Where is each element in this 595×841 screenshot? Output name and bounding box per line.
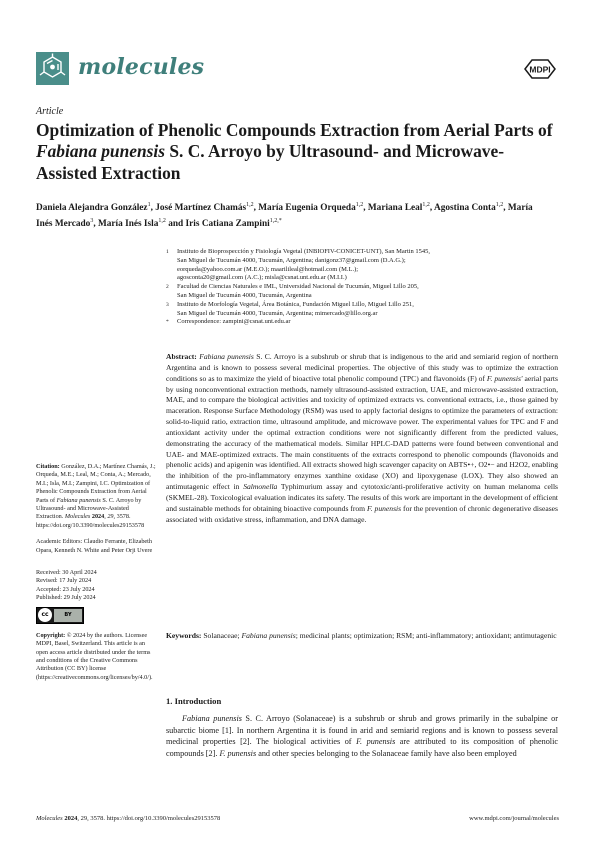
author-list [36, 199, 546, 231]
journal-name[interactable]: molecules [78, 54, 205, 80]
author-separator: , [363, 203, 368, 214]
affiliation-line: San Miguel de Tucumán 4000, Tucumán, Argentina; mimercado@lillo.org.ar [177, 309, 378, 317]
author-affiliation-marker: 1,2,* [269, 218, 282, 225]
author-name[interactable]: María Inés Isla [97, 219, 159, 230]
author-name[interactable]: Agostina Conta [434, 203, 496, 214]
affiliation-number: 2 [166, 284, 169, 291]
affiliation-line: San Miguel de Tucumán 4000, Tucumán, Argentina [177, 291, 312, 299]
citation: Citation: González, D.A.; Martínez Chamás, J.; Orqueda, M.E.; Leal, M.; Conta, A.; Mercado, M.I.; Isla, M.I.; Zampini, I.C. Optimization of Phenolic Compounds Extraction from Aerial Parts of Fabiana punensis S. C. Arroyo by Ultrasound- and Microwave-Assisted Extraction. Molecules 2024, 29, 3578. https://doi.org/10.3390/molecules29153578 [36, 463, 156, 529]
article-type: Article [36, 106, 64, 117]
author-affiliation-marker: 1,2 [246, 202, 254, 208]
copyright: Copyright: © 2024 by the authors. Licensee MDPI, Basel, Switzerland. This article is an open access article distributed under the terms and conditions of the Creative Commons Attribution (CC BY) license (https://creativecommons.org/licenses/by/4.0/). [36, 631, 153, 681]
section-heading-introduction: 1. Introduction [166, 696, 222, 706]
author-name[interactable]: Mariana Leal [367, 203, 423, 214]
published-date: Published: 29 July 2024 [36, 594, 96, 602]
cc-icon: cc [38, 608, 52, 622]
accepted-date: Accepted: 23 July 2024 [36, 585, 95, 593]
by-icon: BY [54, 609, 82, 622]
author-affiliation-marker: 3 [90, 218, 94, 225]
affiliation-number: 1 [166, 249, 169, 255]
affiliation-line: Facultad de Ciencias Naturales e IML, Universidad Nacional de Tucumán, Miguel Lillo 205, [177, 283, 419, 291]
affiliation-number: * [166, 319, 169, 326]
footer-citation: Molecules 2024, 29, 3578. https://doi.org/10.3390/molecules29153578 [36, 815, 221, 822]
revised-date: Revised: 17 July 2024 [36, 577, 92, 585]
author-name[interactable]: Daniela Alejandra González [36, 203, 148, 214]
abstract: Abstract: Fabiana punensis S. C. Arroyo is a subshrub or shrub that is indigenous to the arid and semiarid region of northern Argentina and is known to possess several medicinal properties. The objective of this study was to optimize the extraction conditions so as to maximize the yield of bioactive total phenolic compound (TPC) and flavonoids (F) of F. punensis' aerial parts by using nonconventional extraction methods, namely ultrasound-assisted extraction, UAE, and microwave-assisted extraction, MAE, and to compare the biological activities and toxicity of optimized extracts vs. conventional extracts, i.e., those gained by maceration. Response Surface Methodology (RSM) was used to apply factorial designs to optimize the parameters of extraction: solid-to-liquid ratio, extraction time, ultrasound amplitude, and microwave power. The experimental values for TPC and F and antioxidant activity under the optimal extraction conditions were not significantly different from the predicted values, demonstrating the accuracy of the mathematical models. Similar HPLC-DAD patterns were found between conventional and UAE- and MAE-optimized extracts. The main constituents of the extracts correspond to phenolic compounds (flavonoids and phenolic acids) and apigenin was identified. All extracts showed high scavenger capacity on ABTS•+, O2•− and H2O2, enabling the inhibition of the pro-inflammatory enzymes xanthine oxidase (XO) and lipoxygenase (LOX). They also showed an antimutagenic effect in Salmonella Typhimurium assay and cytotoxic/anti-proliferative activity on human melanoma cells (SKMEL-28). Toxicological evaluation indicates its safety. The results of this work are important in the development of efficient and sustainable methods for obtaining bioactive compounds from F. punensis for the prevention of chronic degenerative diseases associated with oxidative stress, inflammation, and DNA damage. [166, 352, 559, 524]
author-affiliation-marker: 1,2 [158, 218, 166, 225]
affiliation-number: 3 [166, 301, 169, 308]
author-separator: , [429, 203, 435, 214]
affiliation-line: San Miguel de Tucumán 4000, Tucumán, Argentina; danigonz37@gmail.com (D.A.G.); [177, 256, 406, 264]
author-affiliation-marker: 1 [147, 202, 151, 208]
author-affiliation-marker: 1,2 [495, 202, 504, 208]
received-date: Received: 30 April 2024 [36, 569, 97, 577]
author-separator: , [150, 203, 156, 214]
keywords: Keywords: Solanaceae; Fabiana punensis; medicinal plants; optimization; RSM; anti-inflammatory; antioxidant; antimutagenic [166, 631, 557, 640]
author-separator: , [253, 203, 259, 214]
affiliation-item [166, 248, 558, 283]
author-name[interactable]: José Martínez Chamás [155, 203, 247, 214]
affiliation-item [166, 283, 558, 301]
affiliation-line: Instituto de Bioprospección y Fisiología Vegetal (INBIOFIV-CONICET-UNT), San Martin 1545, [177, 248, 431, 255]
academic-editors: Academic Editors: Claudio Ferrante, Elizabeth Opara, Kenneth N. White and Peter Orji Uvere [36, 538, 153, 554]
mdpi-logo-icon[interactable] [521, 58, 559, 80]
author-affiliation-marker: 1,2 [422, 202, 430, 208]
author-name[interactable]: María Eugenia Orqueda [258, 203, 356, 214]
affiliation-item [166, 301, 558, 319]
publication-dates [36, 569, 156, 603]
affiliation-item [166, 318, 558, 327]
author-separator: , [93, 219, 98, 230]
journal-header [36, 52, 559, 86]
introduction-paragraph: Fabiana punensis S. C. Arroyo (Solanaceae) is a subshrub or shrub and grows primarily in the subalpine or subarctic biome [1]. In northern Argentina it is found in arid and semiarid regions and is known to possess several medicinal properties [2]. The biological activities of F. punensis are attributed to its composition of phenolic compounds [2]. F. punensis and other species belonging to the Solanaceae family have also been employed [166, 714, 559, 758]
sidebar [36, 463, 156, 690]
author-separator: , [503, 203, 508, 214]
author-name[interactable]: María Inés Mercado [36, 203, 533, 230]
author-separator: and [165, 219, 186, 230]
cc-license-badge[interactable] [36, 607, 84, 624]
author-affiliation-marker: 1,2 [355, 202, 364, 208]
author-name[interactable]: Iris Catiana Zampini [185, 219, 270, 230]
molecules-logo-icon [36, 52, 69, 85]
footer-journal-url[interactable]: www.mdpi.com/journal/molecules [469, 815, 559, 822]
affiliation-list [166, 248, 558, 327]
publisher-name: MDPI [529, 64, 551, 75]
affiliation-line: Instituto de Morfología Vegetal, Área Botánica, Fundación Miguel Lillo, Miguel Lillo 251, [177, 300, 414, 308]
article-title: Optimization of Phenolic Compounds Extraction from Aerial Parts of Fabiana punensis S. C. Arroyo by Ultrasound- and Microwave-Assisted Extraction [36, 120, 553, 183]
affiliation-line: Correspondence: zampini@csnat.unt.edu.ar [177, 318, 291, 326]
affiliation-line: agosconta20@gmail.com (A.C.); misla@csnat.unt.edu.ar (M.I.I.) [177, 274, 347, 282]
affiliation-line: eorqueda@yahoo.com.ar (M.E.O.); maarilileal@hotmail.com (M.L.); [177, 265, 359, 273]
